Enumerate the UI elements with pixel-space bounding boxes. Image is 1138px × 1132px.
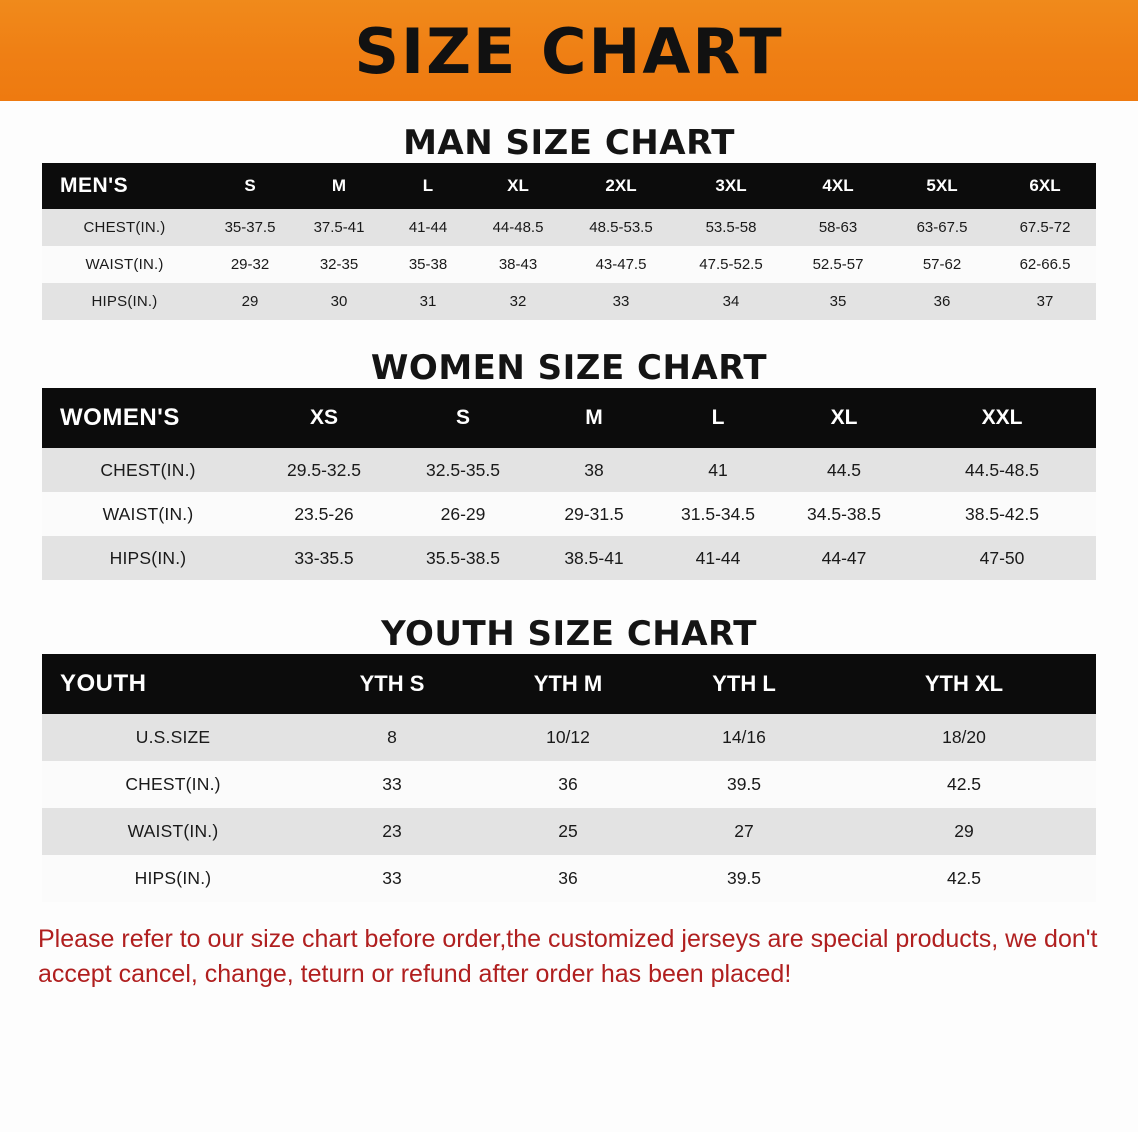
women-size-table (42, 388, 1096, 580)
youth-cell: 42.5 (832, 855, 1096, 902)
man-cell: 29-32 (208, 246, 292, 283)
man-cell: 29 (208, 283, 292, 320)
man-cell: 44-48.5 (470, 209, 566, 246)
man-cell: 37.5-41 (292, 209, 386, 246)
table-row (42, 448, 1096, 492)
man-cell: 33 (566, 283, 676, 320)
youth-cell: 36 (480, 761, 656, 808)
man-table-wrapper (42, 163, 1096, 320)
man-cell: 48.5-53.5 (566, 209, 676, 246)
women-cell: 44.5-48.5 (908, 448, 1096, 492)
table-row (42, 761, 1096, 808)
women-cell: 31.5-34.5 (656, 492, 780, 536)
man-cell: 30 (292, 283, 386, 320)
man-cell: 52.5-57 (786, 246, 890, 283)
youth-cell: 27 (656, 808, 832, 855)
women-table-wrapper (42, 388, 1096, 580)
women-header-cell: XXL (908, 388, 1096, 448)
women-cell: 38.5-42.5 (908, 492, 1096, 536)
women-row-label: WAIST(IN.) (42, 492, 254, 536)
man-cell: 31 (386, 283, 470, 320)
man-cell: 35 (786, 283, 890, 320)
man-header-cell: 2XL (566, 163, 676, 209)
youth-section-title: YOUTH SIZE CHART (381, 614, 757, 654)
youth-header-row (42, 654, 1096, 714)
women-cell: 47-50 (908, 536, 1096, 580)
man-header-cell: XL (470, 163, 566, 209)
women-cell: 41 (656, 448, 780, 492)
man-header-row (42, 163, 1096, 209)
man-cell: 34 (676, 283, 786, 320)
youth-cell: 10/12 (480, 714, 656, 761)
policy-note: Please refer to our size chart before order,the customized jerseys are special products, we don't accept cancel, change, teturn or refund after order has been placed! (38, 925, 1098, 988)
youth-header-cell: YTH XL (832, 654, 1096, 714)
youth-header-cell: YTH S (304, 654, 480, 714)
women-cell: 44-47 (780, 536, 908, 580)
man-cell: 36 (890, 283, 994, 320)
man-header-cell: 3XL (676, 163, 786, 209)
women-header-cell: WOMEN'S (42, 388, 254, 448)
women-row-label: HIPS(IN.) (42, 536, 254, 580)
man-header-cell: S (208, 163, 292, 209)
youth-size-table (42, 654, 1096, 902)
youth-cell: 18/20 (832, 714, 1096, 761)
women-header-cell: M (532, 388, 656, 448)
youth-cell: 29 (832, 808, 1096, 855)
women-cell: 44.5 (780, 448, 908, 492)
man-cell: 41-44 (386, 209, 470, 246)
man-cell: 35-37.5 (208, 209, 292, 246)
youth-header-cell: YTH M (480, 654, 656, 714)
man-cell: 63-67.5 (890, 209, 994, 246)
youth-row-label: U.S.SIZE (42, 714, 304, 761)
women-cell: 41-44 (656, 536, 780, 580)
man-cell: 67.5-72 (994, 209, 1096, 246)
man-cell: 58-63 (786, 209, 890, 246)
youth-cell: 8 (304, 714, 480, 761)
women-cell: 29-31.5 (532, 492, 656, 536)
man-row-label: HIPS(IN.) (42, 283, 208, 320)
table-row (42, 714, 1096, 761)
table-row (42, 209, 1096, 246)
man-header-cell: L (386, 163, 470, 209)
women-cell: 26-29 (394, 492, 532, 536)
man-cell: 38-43 (470, 246, 566, 283)
table-row (42, 283, 1096, 320)
youth-cell: 33 (304, 761, 480, 808)
women-header-cell: S (394, 388, 532, 448)
man-header-cell: M (292, 163, 386, 209)
man-cell: 43-47.5 (566, 246, 676, 283)
man-cell: 32 (470, 283, 566, 320)
youth-cell: 25 (480, 808, 656, 855)
man-size-table (42, 163, 1096, 320)
women-header-cell: XL (780, 388, 908, 448)
man-cell: 62-66.5 (994, 246, 1096, 283)
table-row (42, 855, 1096, 902)
youth-cell: 14/16 (656, 714, 832, 761)
man-cell: 47.5-52.5 (676, 246, 786, 283)
man-header-cell: 4XL (786, 163, 890, 209)
youth-header-cell: YOUTH (42, 654, 304, 714)
youth-row-label: CHEST(IN.) (42, 761, 304, 808)
women-cell: 29.5-32.5 (254, 448, 394, 492)
table-row (42, 246, 1096, 283)
women-cell: 34.5-38.5 (780, 492, 908, 536)
women-cell: 35.5-38.5 (394, 536, 532, 580)
youth-row-label: WAIST(IN.) (42, 808, 304, 855)
youth-cell: 39.5 (656, 855, 832, 902)
youth-header-cell: YTH L (656, 654, 832, 714)
women-cell: 33-35.5 (254, 536, 394, 580)
man-header-cell: MEN'S (42, 163, 208, 209)
youth-cell: 39.5 (656, 761, 832, 808)
women-header-cell: XS (254, 388, 394, 448)
man-cell: 35-38 (386, 246, 470, 283)
youth-row-label: HIPS(IN.) (42, 855, 304, 902)
women-header-cell: L (656, 388, 780, 448)
man-cell: 37 (994, 283, 1096, 320)
table-row (42, 492, 1096, 536)
man-row-label: CHEST(IN.) (42, 209, 208, 246)
women-row-label: CHEST(IN.) (42, 448, 254, 492)
youth-table-wrapper (42, 654, 1096, 902)
man-section-title: MAN SIZE CHART (403, 123, 735, 163)
table-row (42, 536, 1096, 580)
youth-cell: 33 (304, 855, 480, 902)
youth-cell: 36 (480, 855, 656, 902)
youth-cell: 23 (304, 808, 480, 855)
women-section-title: WOMEN SIZE CHART (370, 348, 768, 388)
women-cell: 32.5-35.5 (394, 448, 532, 492)
women-cell: 23.5-26 (254, 492, 394, 536)
man-header-cell: 6XL (994, 163, 1096, 209)
banner-title: SIZE CHART (354, 14, 784, 88)
man-cell: 32-35 (292, 246, 386, 283)
man-row-label: WAIST(IN.) (42, 246, 208, 283)
man-header-cell: 5XL (890, 163, 994, 209)
man-cell: 53.5-58 (676, 209, 786, 246)
women-cell: 38.5-41 (532, 536, 656, 580)
man-cell: 57-62 (890, 246, 994, 283)
banner (0, 0, 1138, 101)
table-row (42, 808, 1096, 855)
youth-cell: 42.5 (832, 761, 1096, 808)
women-header-row (42, 388, 1096, 448)
women-cell: 38 (532, 448, 656, 492)
